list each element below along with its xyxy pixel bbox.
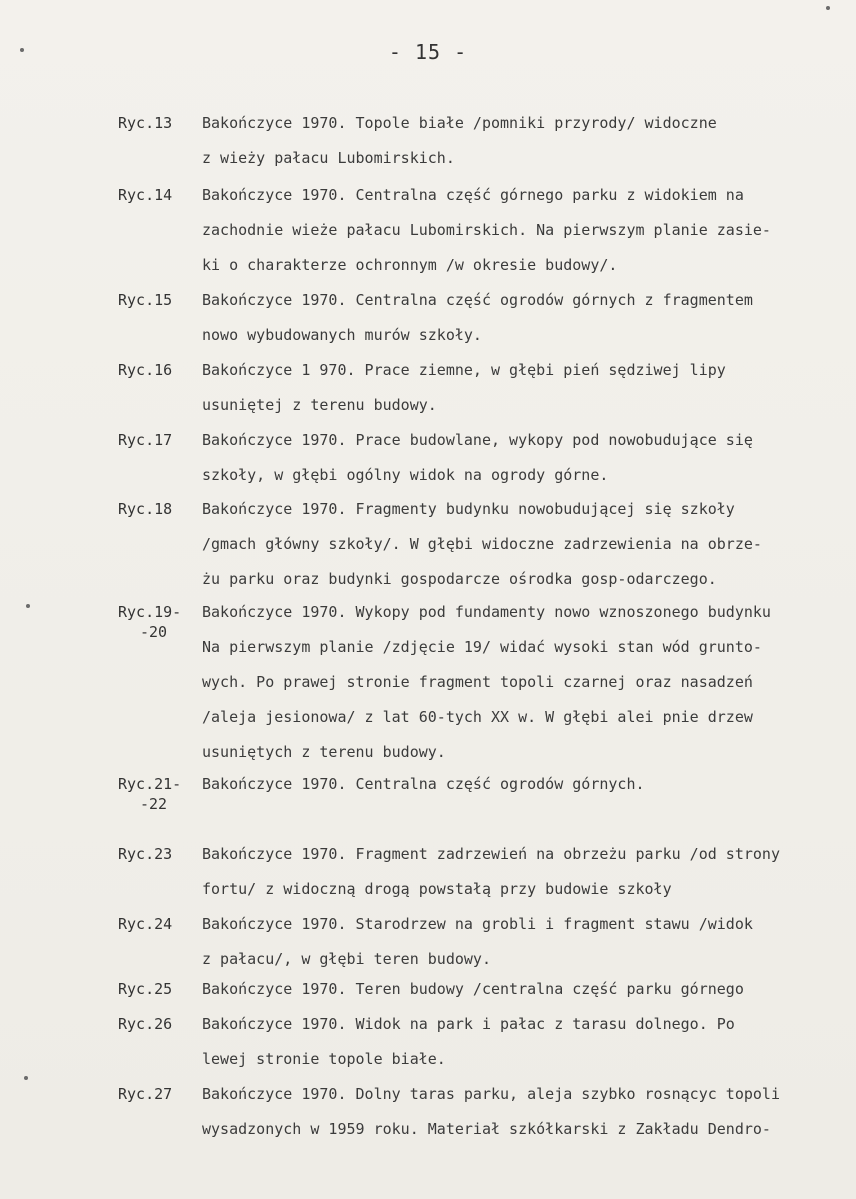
figure-label-text: Ryc.25 <box>118 980 173 998</box>
caption-line: Bakończyce 1970. Prace budowlane, wykopy pod nowobudujące się <box>202 431 753 449</box>
caption-line: Bakończyce 1970. Dolny taras parku, aleja szybko rosnącyc topoli <box>202 1085 780 1103</box>
caption-text <box>202 595 852 770</box>
caption-line: Na pierwszym planie /zdjęcie 19/ widać wysoki stan wód grunto- <box>202 638 762 656</box>
caption-line: Bakończyce 1970. Teren budowy /centralna część parku górnego <box>202 980 744 998</box>
figure-label-text: Ryc.13 <box>118 114 173 132</box>
caption-line: Bakończyce 1970. Fragmenty budynku nowobudującej się szkoły <box>202 500 735 518</box>
figure-label <box>118 979 202 999</box>
figure-label <box>118 602 202 642</box>
figure-label <box>118 499 202 519</box>
caption-line: Bakończyce 1970. Wykopy pod fundamenty nowo wznoszonego budynku <box>202 603 771 621</box>
caption-text <box>202 767 852 802</box>
caption-line: /aleja jesionowa/ z lat 60-tych XX w. W głębi alei pnie drzew <box>202 708 753 726</box>
caption-text <box>202 178 852 283</box>
caption-line: Bakończyce 1970. Fragment zadrzewień na obrzeżu parku /od strony <box>202 845 780 863</box>
caption-line: zachodnie wieże pałacu Lubomirskich. Na pierwszym planie zasie- <box>202 221 771 239</box>
figure-label-text: Ryc.17 <box>118 431 173 449</box>
figure-label <box>118 290 202 310</box>
figure-label <box>118 844 202 864</box>
figure-label-text: Ryc.23 <box>118 845 173 863</box>
caption-line: wysadzonych w 1959 roku. Materiał szkółkarski z Zakładu Dendro- <box>202 1120 771 1138</box>
figure-label <box>118 1014 202 1034</box>
figure-label <box>118 360 202 380</box>
caption-line: Bakończyce 1970. Centralna część górnego parku z widokiem na <box>202 186 744 204</box>
caption-line: Bakończyce 1970. Widok na park i pałac z tarasu dolnego. Po <box>202 1015 735 1033</box>
figure-label-continuation: -20 <box>140 623 168 641</box>
figure-label-text: Ryc.26 <box>118 1015 173 1033</box>
caption-line: szkoły, w głębi ogólny widok na ogrody górne. <box>202 466 609 484</box>
figure-label <box>118 1084 202 1104</box>
figure-label-text: Ryc.21- <box>118 775 182 793</box>
scan-dot-top-right <box>826 6 830 10</box>
caption-text <box>202 1077 852 1147</box>
caption-text <box>202 907 852 977</box>
figure-label-text: Ryc.24 <box>118 915 173 933</box>
figure-label-text: Ryc.16 <box>118 361 173 379</box>
caption-line: Bakończyce 1970. Centralna część ogrodów górnych z fragmentem <box>202 291 753 309</box>
caption-text <box>202 837 852 907</box>
caption-line: żu parku oraz budynki gospodarcze ośrodka gosp-odarczego. <box>202 570 717 588</box>
caption-line: z wieży pałacu Lubomirskich. <box>202 149 455 167</box>
scan-dot-left-2 <box>26 604 30 608</box>
figure-label <box>118 185 202 205</box>
caption-line: nowo wybudowanych murów szkoły. <box>202 326 482 344</box>
page-number: - 15 - <box>388 40 468 64</box>
caption-text <box>202 492 852 597</box>
caption-text <box>202 283 852 353</box>
figure-label <box>118 430 202 450</box>
caption-line: /gmach główny szkoły/. W głębi widoczne zadrzewienia na obrze- <box>202 535 762 553</box>
caption-line: Bakończyce 1970. Centralna część ogrodów górnych. <box>202 775 645 793</box>
figure-label-text: Ryc.27 <box>118 1085 173 1103</box>
caption-text <box>202 972 852 1007</box>
figure-label-text: Ryc.18 <box>118 500 173 518</box>
caption-line: fortu/ z widoczną drogą powstałą przy budowie szkoły <box>202 880 672 898</box>
caption-line: usuniętej z terenu budowy. <box>202 396 437 414</box>
caption-text <box>202 1007 852 1077</box>
caption-line: Bakończyce 1970. Topole białe /pomniki przyrody/ widoczne <box>202 114 717 132</box>
scan-dot-left-3 <box>24 1076 28 1080</box>
caption-text <box>202 106 852 176</box>
figure-label <box>118 914 202 934</box>
caption-line: ki o charakterze ochronnym /w okresie budowy/. <box>202 256 618 274</box>
figure-label-text: Ryc.15 <box>118 291 173 309</box>
figure-label <box>118 774 202 814</box>
figure-label <box>118 113 202 133</box>
caption-line: usuniętych z terenu budowy. <box>202 743 446 761</box>
caption-line: Bakończyce 1970. Starodrzew na grobli i fragment stawu /widok <box>202 915 753 933</box>
caption-text <box>202 423 852 493</box>
figure-label-text: Ryc.19- <box>118 603 182 621</box>
figure-label-continuation: -22 <box>140 795 168 813</box>
figure-label-text: Ryc.14 <box>118 186 173 204</box>
caption-line: lewej stronie topole białe. <box>202 1050 446 1068</box>
caption-line: Bakończyce 1 970. Prace ziemne, w głębi pień sędziwej lipy <box>202 361 726 379</box>
caption-line: wych. Po prawej stronie fragment topoli czarnej oraz nasadzeń <box>202 673 753 691</box>
caption-text <box>202 353 852 423</box>
caption-line: z pałacu/, w głębi teren budowy. <box>202 950 491 968</box>
